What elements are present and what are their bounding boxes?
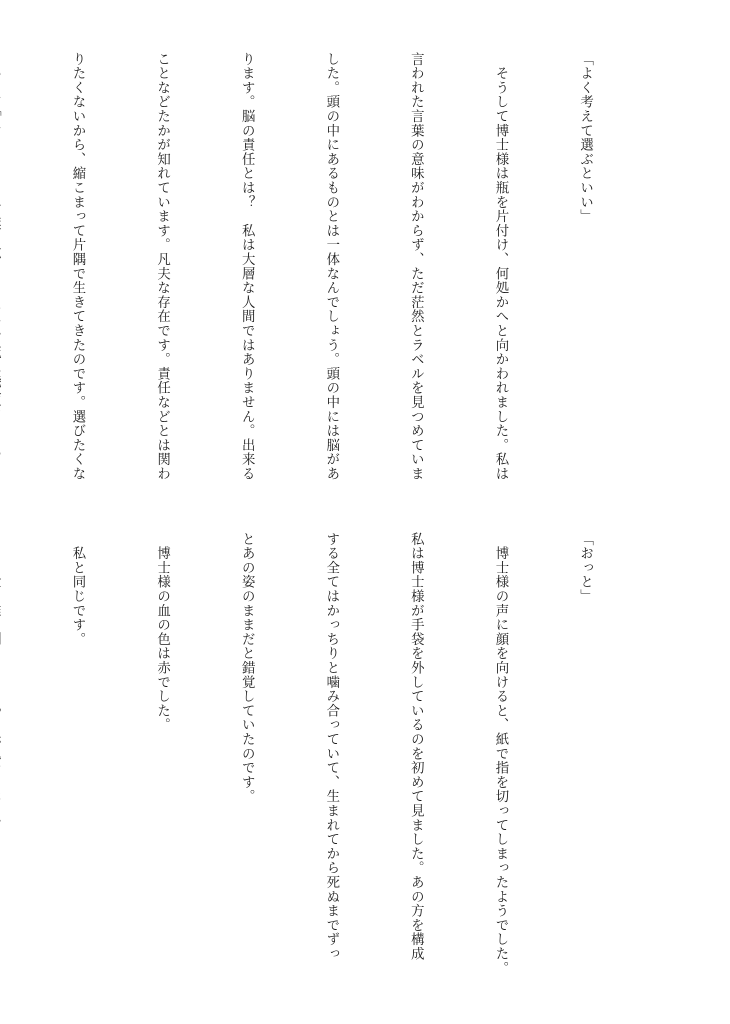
- text-line: 「よく考えて選ぶといい」: [577, 52, 593, 224]
- top-text-block: [69, 52, 655, 497]
- text-line: する全てはかっちりと噛み合っていて、生まれてから死ぬまでずっ: [323, 532, 339, 961]
- text-line: [0, 52, 6, 497]
- text-line: とあの姿のままだと錯覚していたのです。: [239, 532, 255, 804]
- text-line: 言われた言葉の意味がわからず、ただ茫然とラベルを見つめていま: [408, 52, 424, 481]
- text-line: 私と同じです。: [69, 532, 85, 647]
- text-line: 「おっと」: [577, 532, 593, 604]
- text-line: りたくないから、縮こまって片隅で生きてきたのです。選びたくな: [69, 52, 85, 481]
- text-line: 私は博士様が手袋を外しているのを初めて見ました。あの方を構成: [408, 532, 424, 961]
- bottom-text-block: [69, 532, 655, 982]
- text-line: そうして博士様は瓶を片付け、何処かへと向かわれました。私は: [492, 52, 508, 481]
- text-line: 博士様の声に顔を向けると、紙で指を切ってしまったようでした。: [492, 532, 508, 976]
- text-line: 博士様の血の色は赤でした。: [154, 532, 170, 733]
- text-line: した。頭の中にあるものとは一体なんでしょう。頭の中には脳があ: [323, 52, 339, 481]
- text-line: ことなどたかが知れています。凡夫な存在です。責任などとは関わ: [154, 52, 170, 481]
- text-line: [0, 532, 6, 982]
- text-line: ります。脳の責任とは？ 私は大層な人間ではありません。出来る: [239, 52, 255, 481]
